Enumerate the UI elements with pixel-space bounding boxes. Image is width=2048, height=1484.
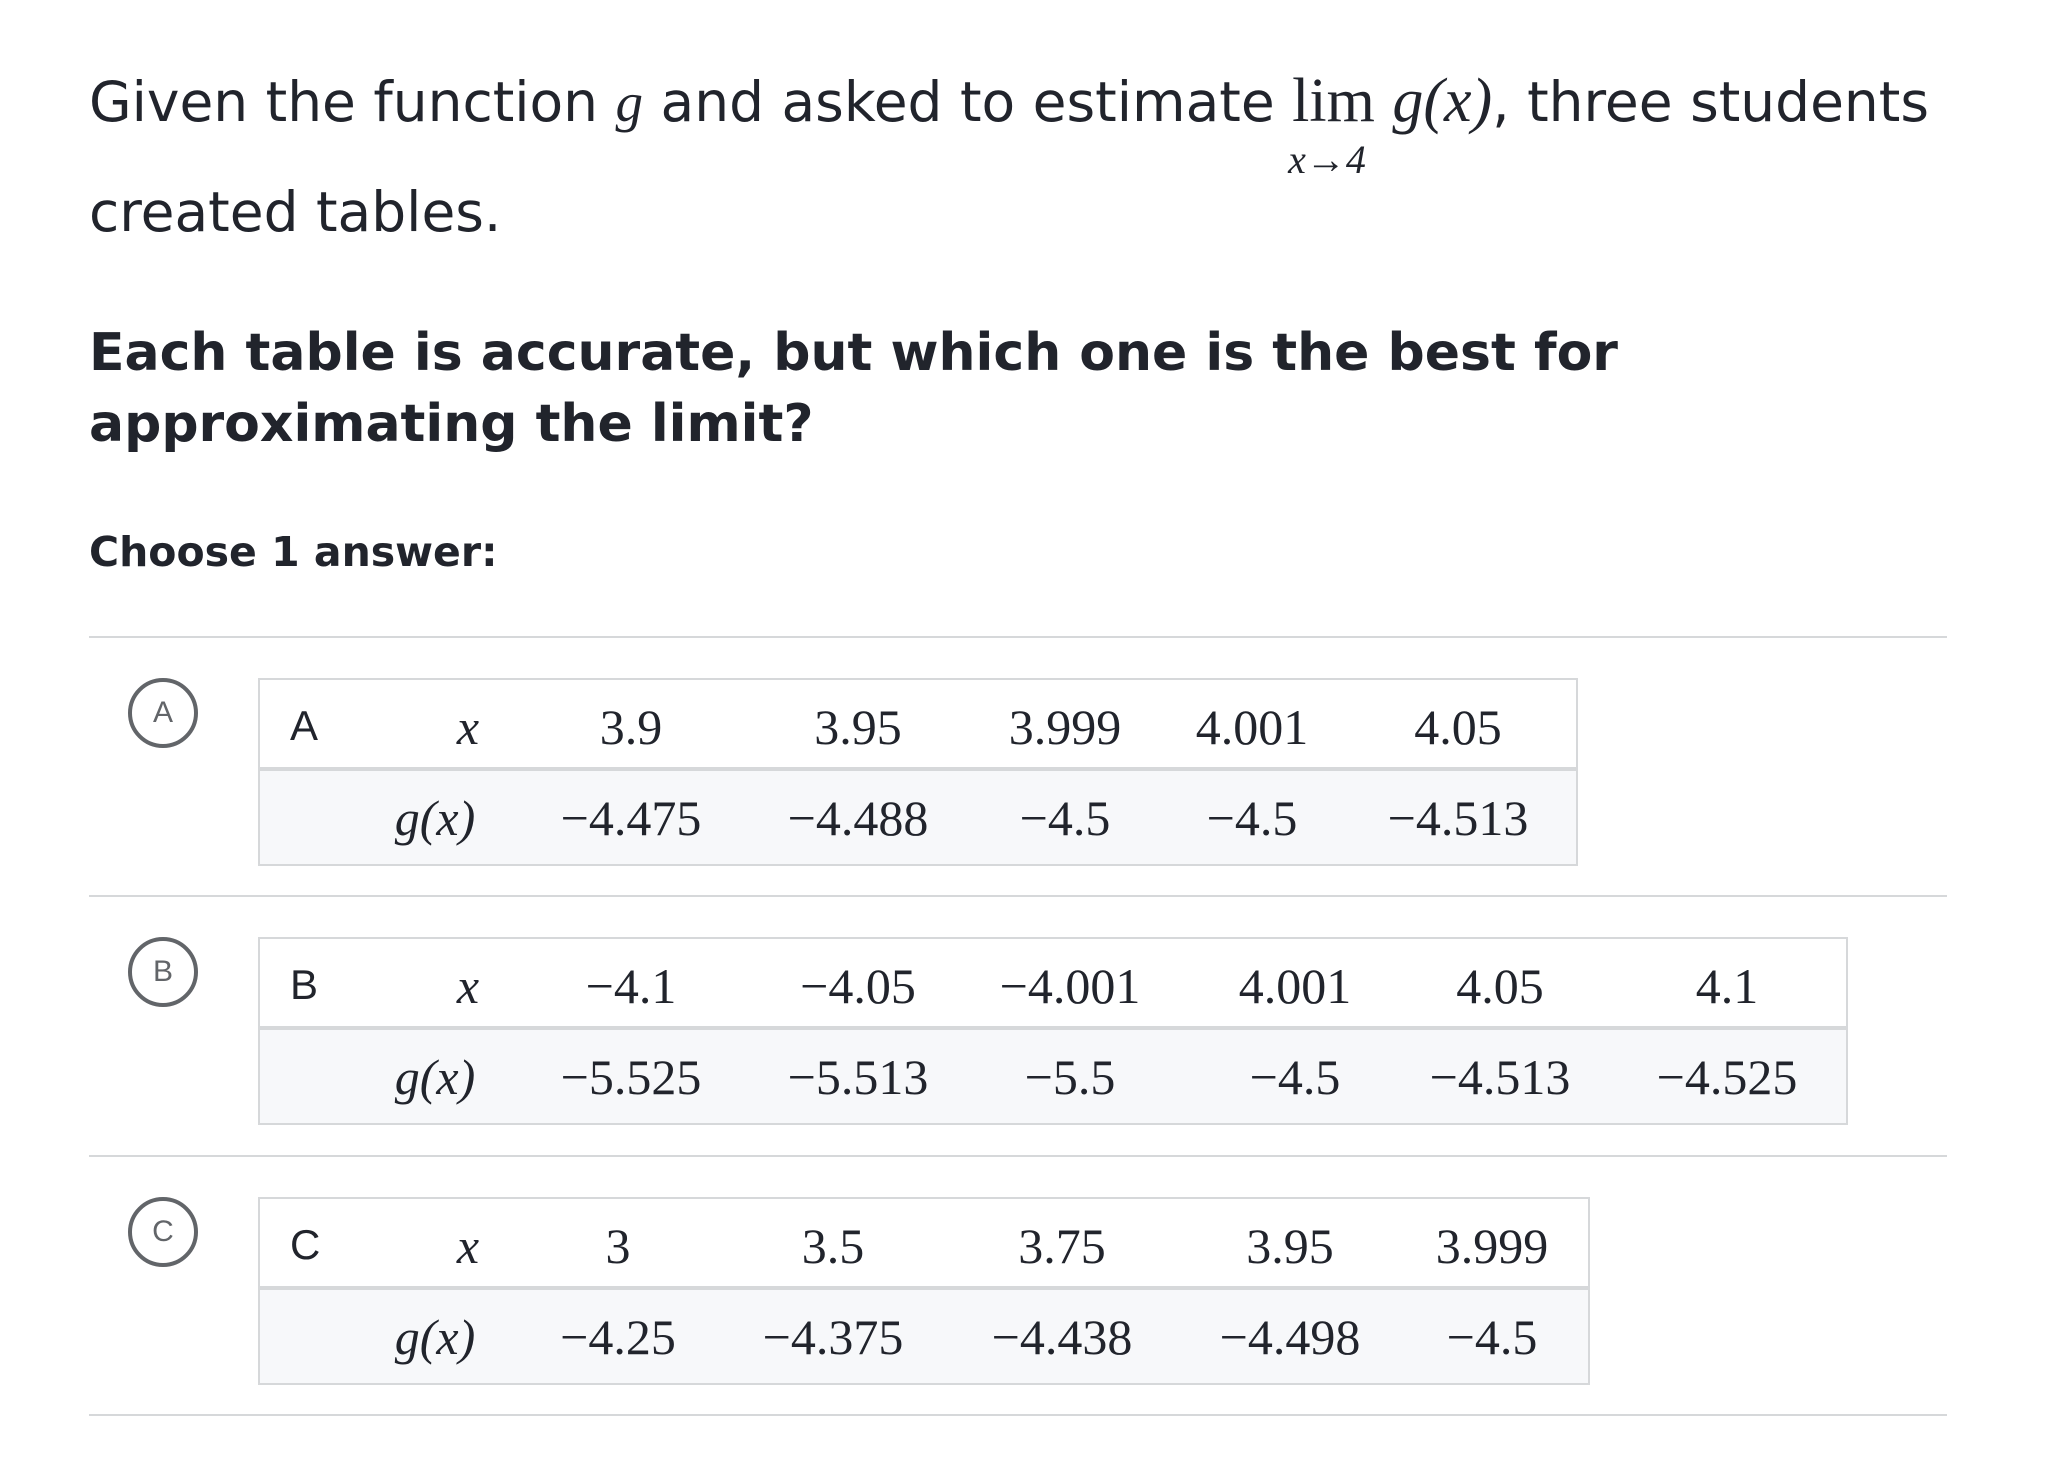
gx-value: −5.525 <box>560 1049 702 1105</box>
radio-a[interactable]: A <box>128 678 198 748</box>
gx-value: −5.5 <box>1024 1049 1116 1105</box>
lim-subscript: x→4 <box>1288 137 1366 182</box>
table-row-x <box>260 680 1576 771</box>
gx-header: g(x) <box>394 1309 476 1365</box>
table-name: C <box>290 1221 321 1268</box>
gx-value: −4.525 <box>1656 1049 1798 1105</box>
x-header: x <box>456 1218 480 1274</box>
gx-value: −5.513 <box>787 1049 929 1105</box>
table-b <box>258 937 1848 1125</box>
x-value: 3.75 <box>1018 1218 1106 1274</box>
gx-value: −4.5 <box>1206 790 1298 846</box>
table-row-x <box>260 1199 1588 1290</box>
choose-label: Choose 1 answer: <box>89 528 498 576</box>
x-value: 3.5 <box>801 1218 865 1274</box>
x-value: −4.05 <box>800 958 916 1014</box>
table-name: A <box>290 702 319 749</box>
gx-value: −4.475 <box>560 790 702 846</box>
g-symbol: g <box>615 72 644 133</box>
divider <box>89 1155 1947 1157</box>
question-line-1 <box>89 67 1929 182</box>
lim-function: g(x) <box>1392 67 1493 135</box>
x-value: 4.05 <box>1414 699 1502 755</box>
question-text-part: , three students <box>1492 70 1929 134</box>
table-row-gx <box>260 771 1576 864</box>
gx-value: −4.5 <box>1446 1309 1538 1365</box>
gx-value: −4.498 <box>1219 1309 1361 1365</box>
x-value: 3.9 <box>599 699 663 755</box>
gx-value: −4.375 <box>762 1309 904 1365</box>
x-value: 3.95 <box>814 699 902 755</box>
x-value: 4.05 <box>1456 958 1544 1014</box>
question-text-part: Given the function <box>89 70 616 134</box>
x-header: x <box>456 958 480 1014</box>
gx-value: −4.438 <box>991 1309 1133 1365</box>
x-value: 4.1 <box>1695 958 1759 1014</box>
table-row-gx <box>260 1030 1846 1123</box>
x-value: −4.1 <box>585 958 677 1014</box>
question-line-2: created tables. <box>89 180 502 244</box>
x-header: x <box>456 699 480 755</box>
table-a <box>258 678 1578 866</box>
gx-value: −4.5 <box>1249 1049 1341 1105</box>
gx-value: −4.25 <box>560 1309 676 1365</box>
gx-value: −4.513 <box>1429 1049 1571 1105</box>
lim-word: lim <box>1292 67 1375 135</box>
x-value: −4.001 <box>999 958 1141 1014</box>
x-value: 3 <box>605 1218 631 1274</box>
table-row-gx <box>260 1290 1588 1383</box>
x-value: 3.999 <box>1435 1218 1549 1274</box>
question-prompt: Each table is accurate, but which one is the best for approximating the limit? <box>89 323 1618 454</box>
table-c <box>258 1197 1590 1385</box>
divider <box>89 895 1947 897</box>
gx-value: −4.5 <box>1019 790 1111 846</box>
radio-b[interactable]: B <box>128 937 198 1007</box>
x-value: 4.001 <box>1195 699 1309 755</box>
gx-value: −4.513 <box>1387 790 1529 846</box>
table-row-x <box>260 939 1846 1030</box>
table-name: B <box>290 961 319 1008</box>
gx-value: −4.488 <box>787 790 929 846</box>
radio-c[interactable]: C <box>128 1197 198 1267</box>
limit-expression <box>1288 67 1375 182</box>
x-value: 4.001 <box>1238 958 1352 1014</box>
divider <box>89 1414 1947 1416</box>
divider <box>89 636 1947 638</box>
x-value: 3.999 <box>1008 699 1122 755</box>
question-text-part: and asked to estimate <box>643 70 1293 134</box>
x-value: 3.95 <box>1246 1218 1334 1274</box>
gx-header: g(x) <box>394 1049 476 1105</box>
gx-header: g(x) <box>394 790 476 846</box>
